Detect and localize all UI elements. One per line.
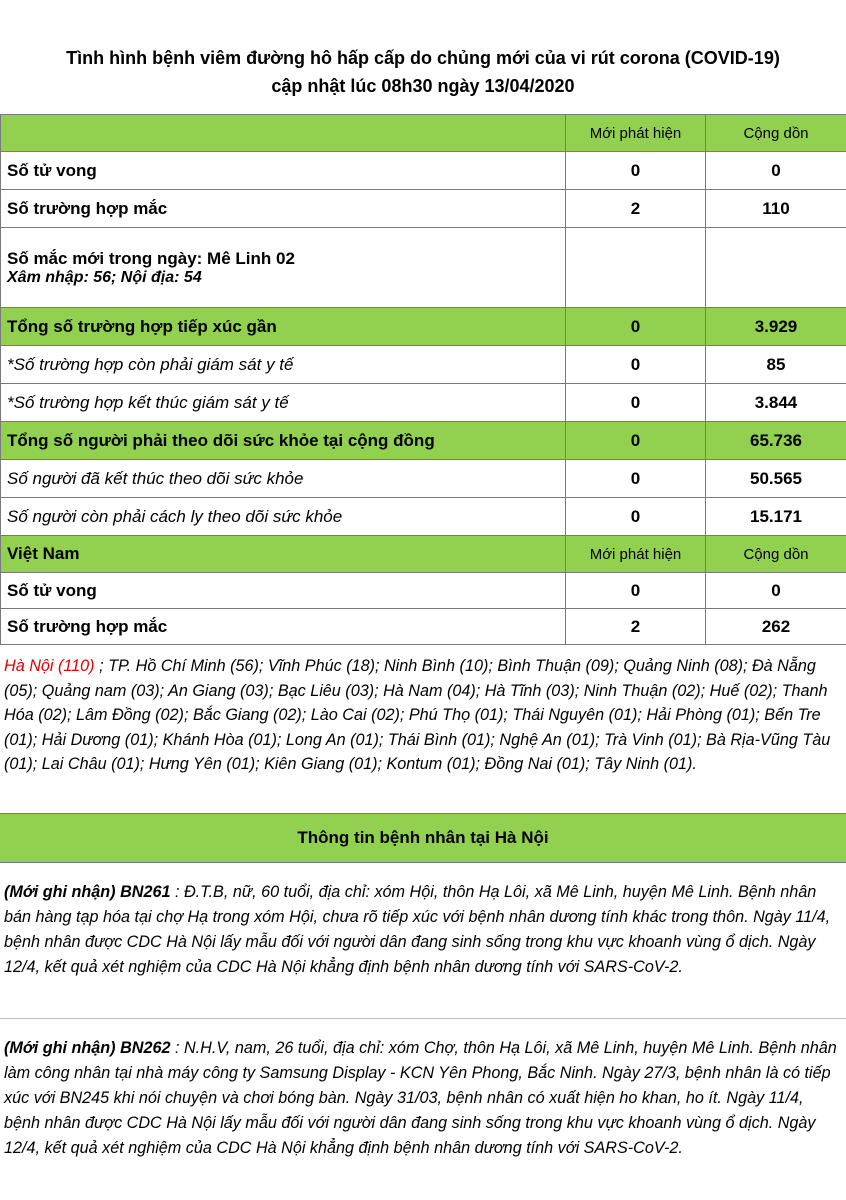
row-label: Tổng số trường hợp tiếp xúc gần — [1, 308, 566, 346]
new-cases-note-cell — [1, 228, 566, 308]
patient-info-heading: Thông tin bệnh nhân tại Hà Nội — [0, 813, 846, 863]
hanoi-header-blank — [1, 115, 566, 152]
row-label: *Số trường hợp kết thúc giám sát y tế — [1, 384, 566, 422]
row-new: 2 — [566, 190, 706, 228]
province-highlight: Hà Nội (110) — [4, 657, 95, 675]
patient-lead: (Mới ghi nhận) BN262 — [4, 1039, 171, 1057]
row-total: 262 — [706, 609, 846, 645]
row-new: 0 — [566, 152, 706, 190]
table-row — [1, 609, 846, 645]
row-new: 0 — [566, 422, 706, 460]
table-row — [1, 384, 846, 422]
table-row — [1, 190, 846, 228]
table-row — [1, 573, 846, 609]
row-label: Số trường hợp mắc — [1, 609, 566, 645]
row-label: Tổng số người phải theo dõi sức khỏe tại cộng đồng — [1, 422, 566, 460]
row-new: 0 — [566, 346, 706, 384]
patient-entry — [0, 880, 846, 980]
vietnam-header-row — [1, 536, 846, 573]
row-label: *Số trường hợp còn phải giám sát y tế — [1, 346, 566, 384]
col-header-new: Mới phát hiện — [566, 536, 706, 573]
row-new: 0 — [566, 460, 706, 498]
report-title-line2: cập nhật lúc 08h30 ngày 13/04/2020 — [271, 76, 575, 96]
report-title — [0, 44, 846, 100]
table-row — [1, 308, 846, 346]
row-total: 15.171 — [706, 498, 846, 536]
patient-text: : N.H.V, nam, 26 tuổi, địa chỉ: xóm Chợ, thôn Hạ Lôi, xã Mê Linh, huyện Mê Linh. Bệnh nhân làm công nhân tại nhà máy công ty Samsung Display - KCN Yên Phong, Bắc Ninh. Ngày 27/3, bệnh nhân là có tiếp xúc với BN245 khi nói chuyện và chơi bóng bàn. Ngày 31/03, bệnh nhân có xuất hiện ho khan, ho ít. Ngày 11/4, bệnh nhân được CDC Hà Nội lấy mẫu đối với người dân đang sinh sống trong khu vực khoanh vùng ổ dịch. Ngày 12/4, kết quả xét nghiệm của CDC Hà Nội khẳng định bệnh nhân dương tính với SARS-CoV-2. — [4, 1039, 837, 1157]
row-new: 0 — [566, 308, 706, 346]
col-header-total: Cộng dồn — [706, 115, 846, 152]
row-total: 85 — [706, 346, 846, 384]
hanoi-header-row — [1, 115, 846, 152]
table-row — [1, 460, 846, 498]
row-new: 2 — [566, 609, 706, 645]
province-case-list — [0, 654, 846, 777]
table-row — [1, 346, 846, 384]
divider — [0, 1018, 846, 1019]
table-row — [1, 152, 846, 190]
col-header-total: Cộng dồn — [706, 536, 846, 573]
row-new — [566, 228, 706, 308]
table-row — [1, 498, 846, 536]
row-label: Số tử vong — [1, 573, 566, 609]
col-header-new: Mới phát hiện — [566, 115, 706, 152]
row-total: 0 — [706, 152, 846, 190]
report-title-line1: Tình hình bệnh viêm đường hô hấp cấp do chủng mới của vi rút corona (COVID-19) — [66, 48, 780, 68]
row-label: Số trường hợp mắc — [1, 190, 566, 228]
patient-text: : Đ.T.B, nữ, 60 tuổi, địa chỉ: xóm Hội, thôn Hạ Lôi, xã Mê Linh, huyện Mê Linh. Bệnh nhân bán hàng tạp hóa tại chợ Hạ trong xóm Hội, chưa rõ tiếp xúc với bệnh nhân dương tính khác trong thôn. Ngày 11/4, bệnh nhân được CDC Hà Nội lấy mẫu đối với người dân đang sinh sống trong khu vực khoanh vùng ổ dịch. Ngày 12/4, kết quả xét nghiệm của CDC Hà Nội khẳng định bệnh nhân dương tính với SARS-CoV-2. — [4, 883, 831, 976]
province-rest: ; TP. Hồ Chí Minh (56); Vĩnh Phúc (18); Ninh Bình (10); Bình Thuận (09); Quảng Ninh (08); Đà Nẵng (05); Quảng nam (03); An Giang (03); Bạc Liêu (03); Hà Nam (04); Hà Tĩnh (03); Ninh Thuận (02); Huế (02); Thanh Hóa (02); Lâm Đồng (02); Bắc Giang (02); Lào Cai (02); Phú Thọ (01); Thái Nguyên (01); Hải Phòng (01); Bến Tre (01); Hải Dương (01); Khánh Hòa (01); Long An (01); Thái Bình (01); Nghệ An (01); Trà Vinh (01); Bà Rịa-Vũng Tàu (01); Lai Châu (01); Hưng Yên (01); Kiên Giang (01); Kontum (01); Đồng Nai (01); Tây Ninh (01). — [4, 657, 831, 773]
row-total: 0 — [706, 573, 846, 609]
row-new: 0 — [566, 573, 706, 609]
vietnam-label: Việt Nam — [1, 536, 566, 573]
table-row — [1, 228, 846, 308]
patient-lead: (Mới ghi nhận) BN261 — [4, 883, 171, 901]
patient-entry — [0, 1036, 846, 1161]
new-cases-note: Số mắc mới trong ngày: Mê Linh 02 — [7, 248, 295, 268]
row-total: 3.844 — [706, 384, 846, 422]
row-new: 0 — [566, 384, 706, 422]
row-label: Số tử vong — [1, 152, 566, 190]
row-label: Số người còn phải cách ly theo dõi sức khỏe — [1, 498, 566, 536]
row-total — [706, 228, 846, 308]
row-total: 50.565 — [706, 460, 846, 498]
statistics-table — [0, 114, 846, 645]
row-total: 3.929 — [706, 308, 846, 346]
row-label: Số người đã kết thúc theo dõi sức khỏe — [1, 460, 566, 498]
row-total: 65.736 — [706, 422, 846, 460]
table-row — [1, 422, 846, 460]
row-new: 0 — [566, 498, 706, 536]
row-total: 110 — [706, 190, 846, 228]
import-domestic-note: Xâm nhập: 56; Nội địa: 54 — [7, 268, 202, 286]
